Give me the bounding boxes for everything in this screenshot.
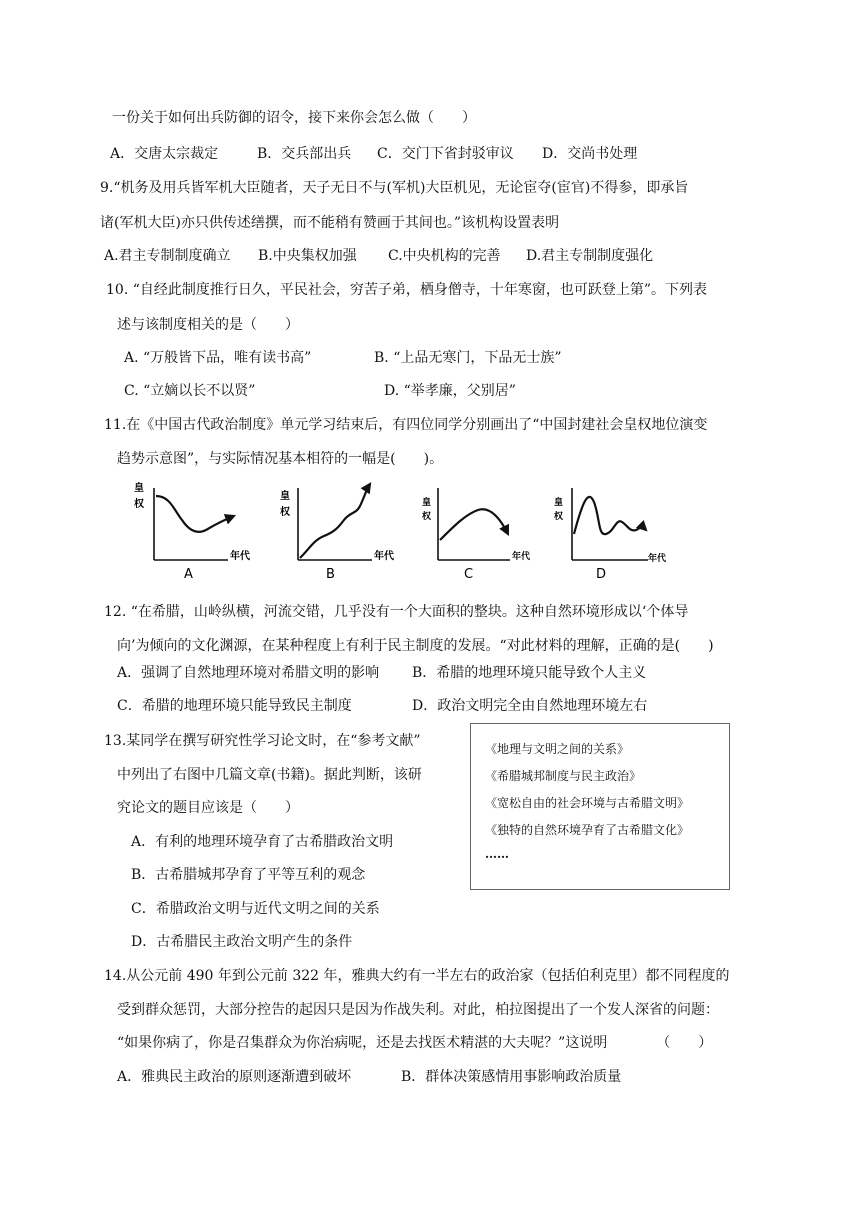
reference-item: 《希腊城邦制度与民主政治》 — [485, 769, 642, 783]
diagram-d-curve — [574, 497, 646, 534]
q9-option-a[interactable]: A.君主专制制度确立 — [104, 248, 231, 264]
q8-option-a[interactable]: A．交唐太宗裁定 — [110, 146, 219, 162]
references-box — [470, 723, 730, 890]
diagram-b-x-label: 年代 — [374, 551, 394, 562]
q11-stem-1: 11.在《中国古代政治制度》单元学习结束后，有四位同学分别画出了“中国封建社会皇权地位演变 — [104, 417, 708, 433]
diagram-b[interactable] — [280, 484, 395, 582]
q14-stem-2: 受到群众惩罚，大部分控告的起因只是因为作战失利。对此，柏拉图提出了一个发人深省的问题： — [117, 1002, 719, 1018]
q14-option-b[interactable]: B．群体决策感情用事影响政治质量 — [401, 1069, 622, 1085]
diagram-b-curve — [300, 484, 370, 558]
diagram-a-y-label-2: 权 — [134, 499, 144, 510]
diagram-d-y-label-2: 权 — [554, 512, 564, 522]
diagram-d-x-label: 年代 — [648, 554, 667, 564]
q12-option-d[interactable]: D．政治文明完全由自然地理环境左右 — [412, 698, 648, 714]
diagram-c-caption: C — [464, 567, 474, 582]
diagram-c-y-label-2: 权 — [422, 512, 432, 522]
q8-option-d[interactable]: D．交尚书处理 — [542, 146, 638, 162]
diagram-d[interactable] — [554, 488, 667, 582]
q12-stem-1: 12. “在希腊，山岭纵横，河流交错，几乎没有一个大面积的整块。这种自然环境形成以‘个体导 — [104, 604, 689, 620]
q12-option-a[interactable]: A．强调了自然地理环境对希腊文明的影响 — [117, 665, 380, 681]
q10-option-c[interactable]: C. “立嫡以长不以贤” — [124, 383, 256, 399]
q13-option-c[interactable]: C．希腊政治文明与近代文明之间的关系 — [131, 901, 380, 917]
q10-option-a[interactable]: A. “万般皆下品，唯有读书高” — [124, 350, 312, 366]
q11-trend-diagrams — [120, 474, 680, 584]
q13-stem-1: 13.某同学在撰写研究性学习论文时，在“参考文献” — [104, 733, 421, 749]
q10-option-b[interactable]: B. “上品无寒门，下品无士族” — [374, 350, 562, 366]
q8-stem-tail: 一份关于如何出兵防御的诏令，接下来你会怎么做（ ） — [112, 110, 476, 126]
diagram-c-y-label-1: 皇 — [422, 498, 432, 508]
diagram-a-curve — [156, 496, 234, 532]
diagram-c-curve — [440, 509, 508, 540]
q13-stem-3: 究论文的题目应该是（ ） — [117, 800, 299, 816]
q13-option-b[interactable]: B．古希腊城邦孕育了平等互利的观念 — [131, 867, 366, 883]
q10-stem-2: 述与该制度相关的是（ ） — [117, 317, 299, 333]
reference-ellipsis: …… — [485, 847, 509, 861]
q8-option-b[interactable]: B．交兵部出兵 — [257, 146, 352, 162]
q8-option-c[interactable]: C．交门下省封驳审议 — [377, 146, 514, 162]
diagram-d-y-label-1: 皇 — [554, 498, 564, 508]
diagram-a-caption: A — [184, 567, 193, 582]
reference-item: 《地理与文明之间的关系》 — [485, 742, 630, 756]
q10-option-d[interactable]: D. “举孝廉，父别居” — [384, 383, 516, 399]
diagram-a[interactable] — [134, 481, 251, 582]
q9-option-d[interactable]: D.君主专制制度强化 — [526, 248, 654, 264]
diagram-a-y-label-1: 皇 — [134, 483, 144, 494]
diagram-a-x-label: 年代 — [230, 551, 250, 562]
q13-option-d[interactable]: D．古希腊民主政治文明产生的条件 — [131, 934, 353, 950]
diagram-b-y-label-1: 皇 — [280, 491, 290, 502]
q14-stem-3: “如果你病了，你是召集群众为你治病呢，还是去找医术精湛的大夫呢？”这说明 （ ） — [117, 1035, 713, 1051]
diagram-d-caption: D — [596, 567, 607, 582]
diagram-c-x-label: 年代 — [512, 552, 531, 562]
q11-stem-2: 趋势示意图”，与实际情况基本相符的一幅是( )。 — [117, 451, 444, 467]
q13-option-a[interactable]: A．有利的地理环境孕育了古希腊政治文明 — [131, 834, 394, 850]
reference-item: 《独特的自然环境孕育了古希腊文化》 — [485, 823, 690, 837]
q14-stem-1: 14.从公元前 490 年到公元前 322 年，雅典大约有一半左右的政治家（包括伯利克里）都不同程度的 — [104, 968, 730, 984]
q10-stem-1: 10. “自经此制度推行日久，平民社会，穷苦子弟，栖身僧寺，十年寒窗，也可跃登上第”。下列表 — [106, 282, 708, 298]
q12-option-c[interactable]: C．希腊的地理环境只能导致民主制度 — [117, 698, 352, 714]
q9-stem-2: 诸(军机大臣)亦只供传述缮撰，而不能稍有赞画于其间也。”该机构设置表明 — [100, 215, 560, 231]
diagram-c[interactable] — [422, 488, 531, 582]
q9-stem-1: 9.“机务及用兵皆军机大臣随者，天子无日不与(军机)大臣机见，无论宦夺(宦官)不得参，即承旨 — [100, 180, 689, 196]
diagram-b-y-label-2: 权 — [280, 507, 290, 518]
q9-option-c[interactable]: C.中央机构的完善 — [388, 248, 501, 264]
q12-option-b[interactable]: B．希腊的地理环境只能导致个人主义 — [412, 665, 647, 681]
q14-option-a[interactable]: A．雅典民主政治的原则逐渐遭到破坏 — [117, 1069, 352, 1085]
reference-item: 《宽松自由的社会环境与古希腊文明》 — [485, 796, 690, 810]
q13-stem-2: 中列出了右图中几篇文章(书籍)。据此判断，该研 — [117, 767, 422, 783]
diagram-b-caption: B — [326, 567, 335, 582]
q9-option-b[interactable]: B.中央集权加强 — [258, 248, 357, 264]
q12-stem-2: 向’为倾向的文化渊源，在某种程度上有利于民主制度的发展。“对此材料的理解，正确的是( ) — [117, 638, 714, 654]
